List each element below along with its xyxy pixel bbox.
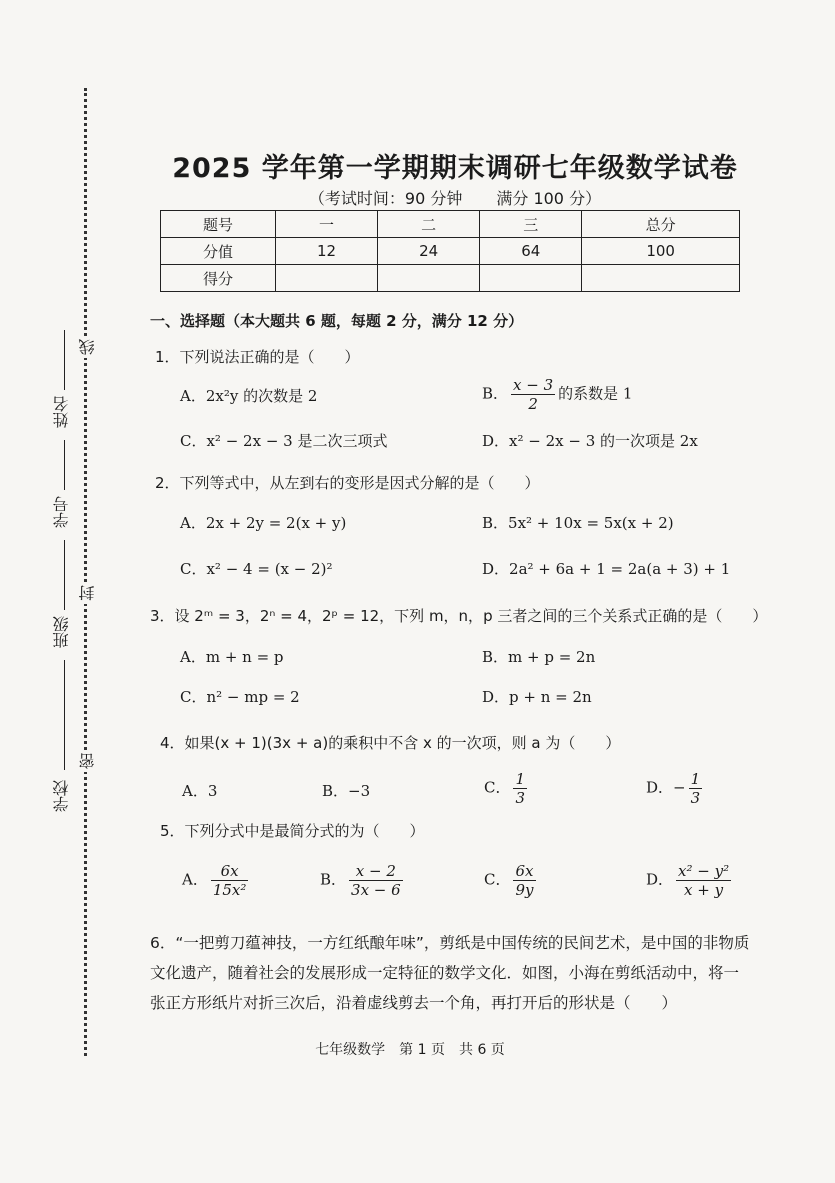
q5-option-a[interactable] (182, 862, 251, 899)
q1-option-a[interactable]: A．2x²y 的次数是 2 (180, 387, 318, 405)
table-cell: 总分 (582, 211, 740, 238)
exam-full-score: 满分 100 分） (496, 189, 602, 208)
option-label: C． (484, 778, 511, 797)
table-cell: 题号 (161, 211, 276, 238)
option-label: C． (484, 870, 511, 889)
numerator: 1 (690, 770, 701, 788)
numerator: 6x (513, 862, 535, 881)
table-cell: 得分 (161, 265, 276, 292)
question-1-stem: 1．下列说法正确的是（ ） (155, 348, 360, 366)
option-label: D．− (646, 778, 686, 797)
table-cell: 三 (480, 211, 582, 238)
score-table-row (161, 265, 740, 292)
question-2-stem: 2．下列等式中，从左到右的变形是因式分解的是（ ） (155, 474, 540, 492)
numerator: x − 2 (349, 862, 403, 881)
q5-option-b[interactable] (320, 862, 406, 899)
q2-option-a[interactable]: A．2x + 2y = 2(x + y) (180, 514, 347, 532)
option-label: B． (482, 384, 509, 403)
fraction (513, 862, 535, 899)
table-cell: 100 (582, 238, 740, 265)
exam-subtitle (160, 186, 750, 209)
school-blank[interactable] (64, 660, 65, 770)
denominator: 3 (515, 789, 526, 807)
question-4-stem: 4．如果(x + 1)(3x + a)的乘积中不含 x 的一次项，则 a 为（ ） (160, 734, 621, 752)
binding-word-line: 线 (76, 336, 99, 358)
score-input-cell[interactable] (276, 265, 378, 292)
question-3-stem: 3．设 2ᵐ = 3，2ⁿ = 4，2ᵖ = 12，下列 m，n，p 三者之间的三个关系式正确的是（ ） (150, 607, 768, 625)
q1-option-d[interactable]: D．x² − 2x − 3 的一次项是 2x (482, 432, 698, 450)
q3-option-d[interactable]: D．p + n = 2n (482, 688, 592, 706)
table-cell: 24 (378, 238, 480, 265)
option-text: 的系数是 1 (558, 384, 633, 403)
q3-option-c[interactable]: C．n² − mp = 2 (180, 688, 300, 706)
student-id-blank[interactable] (64, 440, 65, 490)
q5-option-c[interactable] (484, 862, 539, 899)
option-label: A． (182, 870, 208, 889)
q4-option-b[interactable]: B．−3 (322, 782, 371, 800)
score-table-row (161, 238, 740, 265)
question-5-stem: 5．下列分式中是最简分式的为（ ） (160, 822, 425, 840)
section-title: 一、选择题（本大题共 6 题，每题 2 分，满分 12 分） (150, 312, 524, 330)
denominator: x + y (684, 881, 724, 899)
label-class: 班级 (52, 616, 71, 648)
q2-option-c[interactable]: C．x² − 4 = (x − 2)² (180, 560, 333, 578)
denominator: 2 (528, 395, 538, 413)
score-input-cell[interactable] (582, 265, 740, 292)
label-school: 学校 (52, 780, 71, 812)
q4-option-d[interactable] (646, 770, 705, 807)
q1-option-c[interactable]: C．x² − 2x − 3 是二次三项式 (180, 432, 388, 450)
q1-option-b[interactable] (482, 376, 632, 413)
numerator: 1 (515, 770, 526, 788)
denominator: 15x² (212, 881, 247, 899)
numerator: x² − y² (678, 862, 730, 880)
numerator: x − 3 (513, 376, 554, 394)
score-table (160, 210, 740, 292)
table-cell: 二 (378, 211, 480, 238)
class-blank[interactable] (64, 540, 65, 610)
label-student-id: 学号 (52, 496, 71, 528)
table-cell: 分值 (161, 238, 276, 265)
q5-option-d[interactable] (646, 862, 734, 899)
page-footer: 七年级数学 第 1 页 共 6 页 (315, 1042, 505, 1058)
score-table-header-row (161, 211, 740, 238)
option-label: D． (646, 870, 674, 889)
binding-word-seal: 封 (76, 582, 99, 604)
binding-word-secret: 密 (76, 750, 99, 772)
exam-time: （考试时间：90 分钟 (308, 189, 463, 208)
fraction (689, 770, 703, 807)
name-blank[interactable] (64, 330, 65, 390)
table-cell: 64 (480, 238, 582, 265)
q3-option-b[interactable]: B．m + p = 2n (482, 648, 596, 666)
score-input-cell[interactable] (378, 265, 480, 292)
q4-option-a[interactable]: A．3 (182, 782, 218, 800)
q2-option-b[interactable]: B．5x² + 10x = 5x(x + 2) (482, 514, 674, 532)
q3-option-a[interactable]: A．m + n = p (180, 648, 284, 666)
numerator: 6x (211, 862, 249, 881)
denominator: 3 (690, 789, 701, 807)
fraction (211, 862, 249, 899)
fraction (349, 862, 403, 899)
table-cell: 一 (276, 211, 378, 238)
denominator: 3x − 6 (351, 881, 401, 899)
q4-option-c[interactable] (484, 770, 530, 807)
label-name: 姓名 (52, 396, 71, 428)
table-cell: 12 (276, 238, 378, 265)
exam-title: 2025 学年第一学期期末调研七年级数学试卷 (172, 153, 738, 184)
q2-option-d[interactable]: D．2a² + 6a + 1 = 2a(a + 3) + 1 (482, 560, 731, 578)
binding-dotted-line (84, 88, 87, 1056)
denominator: 9y (515, 881, 534, 899)
fraction (513, 770, 527, 807)
option-label: B． (320, 870, 347, 889)
score-input-cell[interactable] (480, 265, 582, 292)
fraction (511, 376, 555, 413)
fraction (676, 862, 731, 899)
question-6-stem: 6．“一把剪刀蕴神技，一方红纸酿年味”，剪纸是中国传统的民间艺术，是中国的非物质文化遗产，随着社会的发展形成一定特征的数学文化．如图，小海在剪纸活动中，将一张正方形纸片对折三次后，沿着虚线剪去一个角，再打开后的形状是（ ） (150, 934, 750, 1012)
